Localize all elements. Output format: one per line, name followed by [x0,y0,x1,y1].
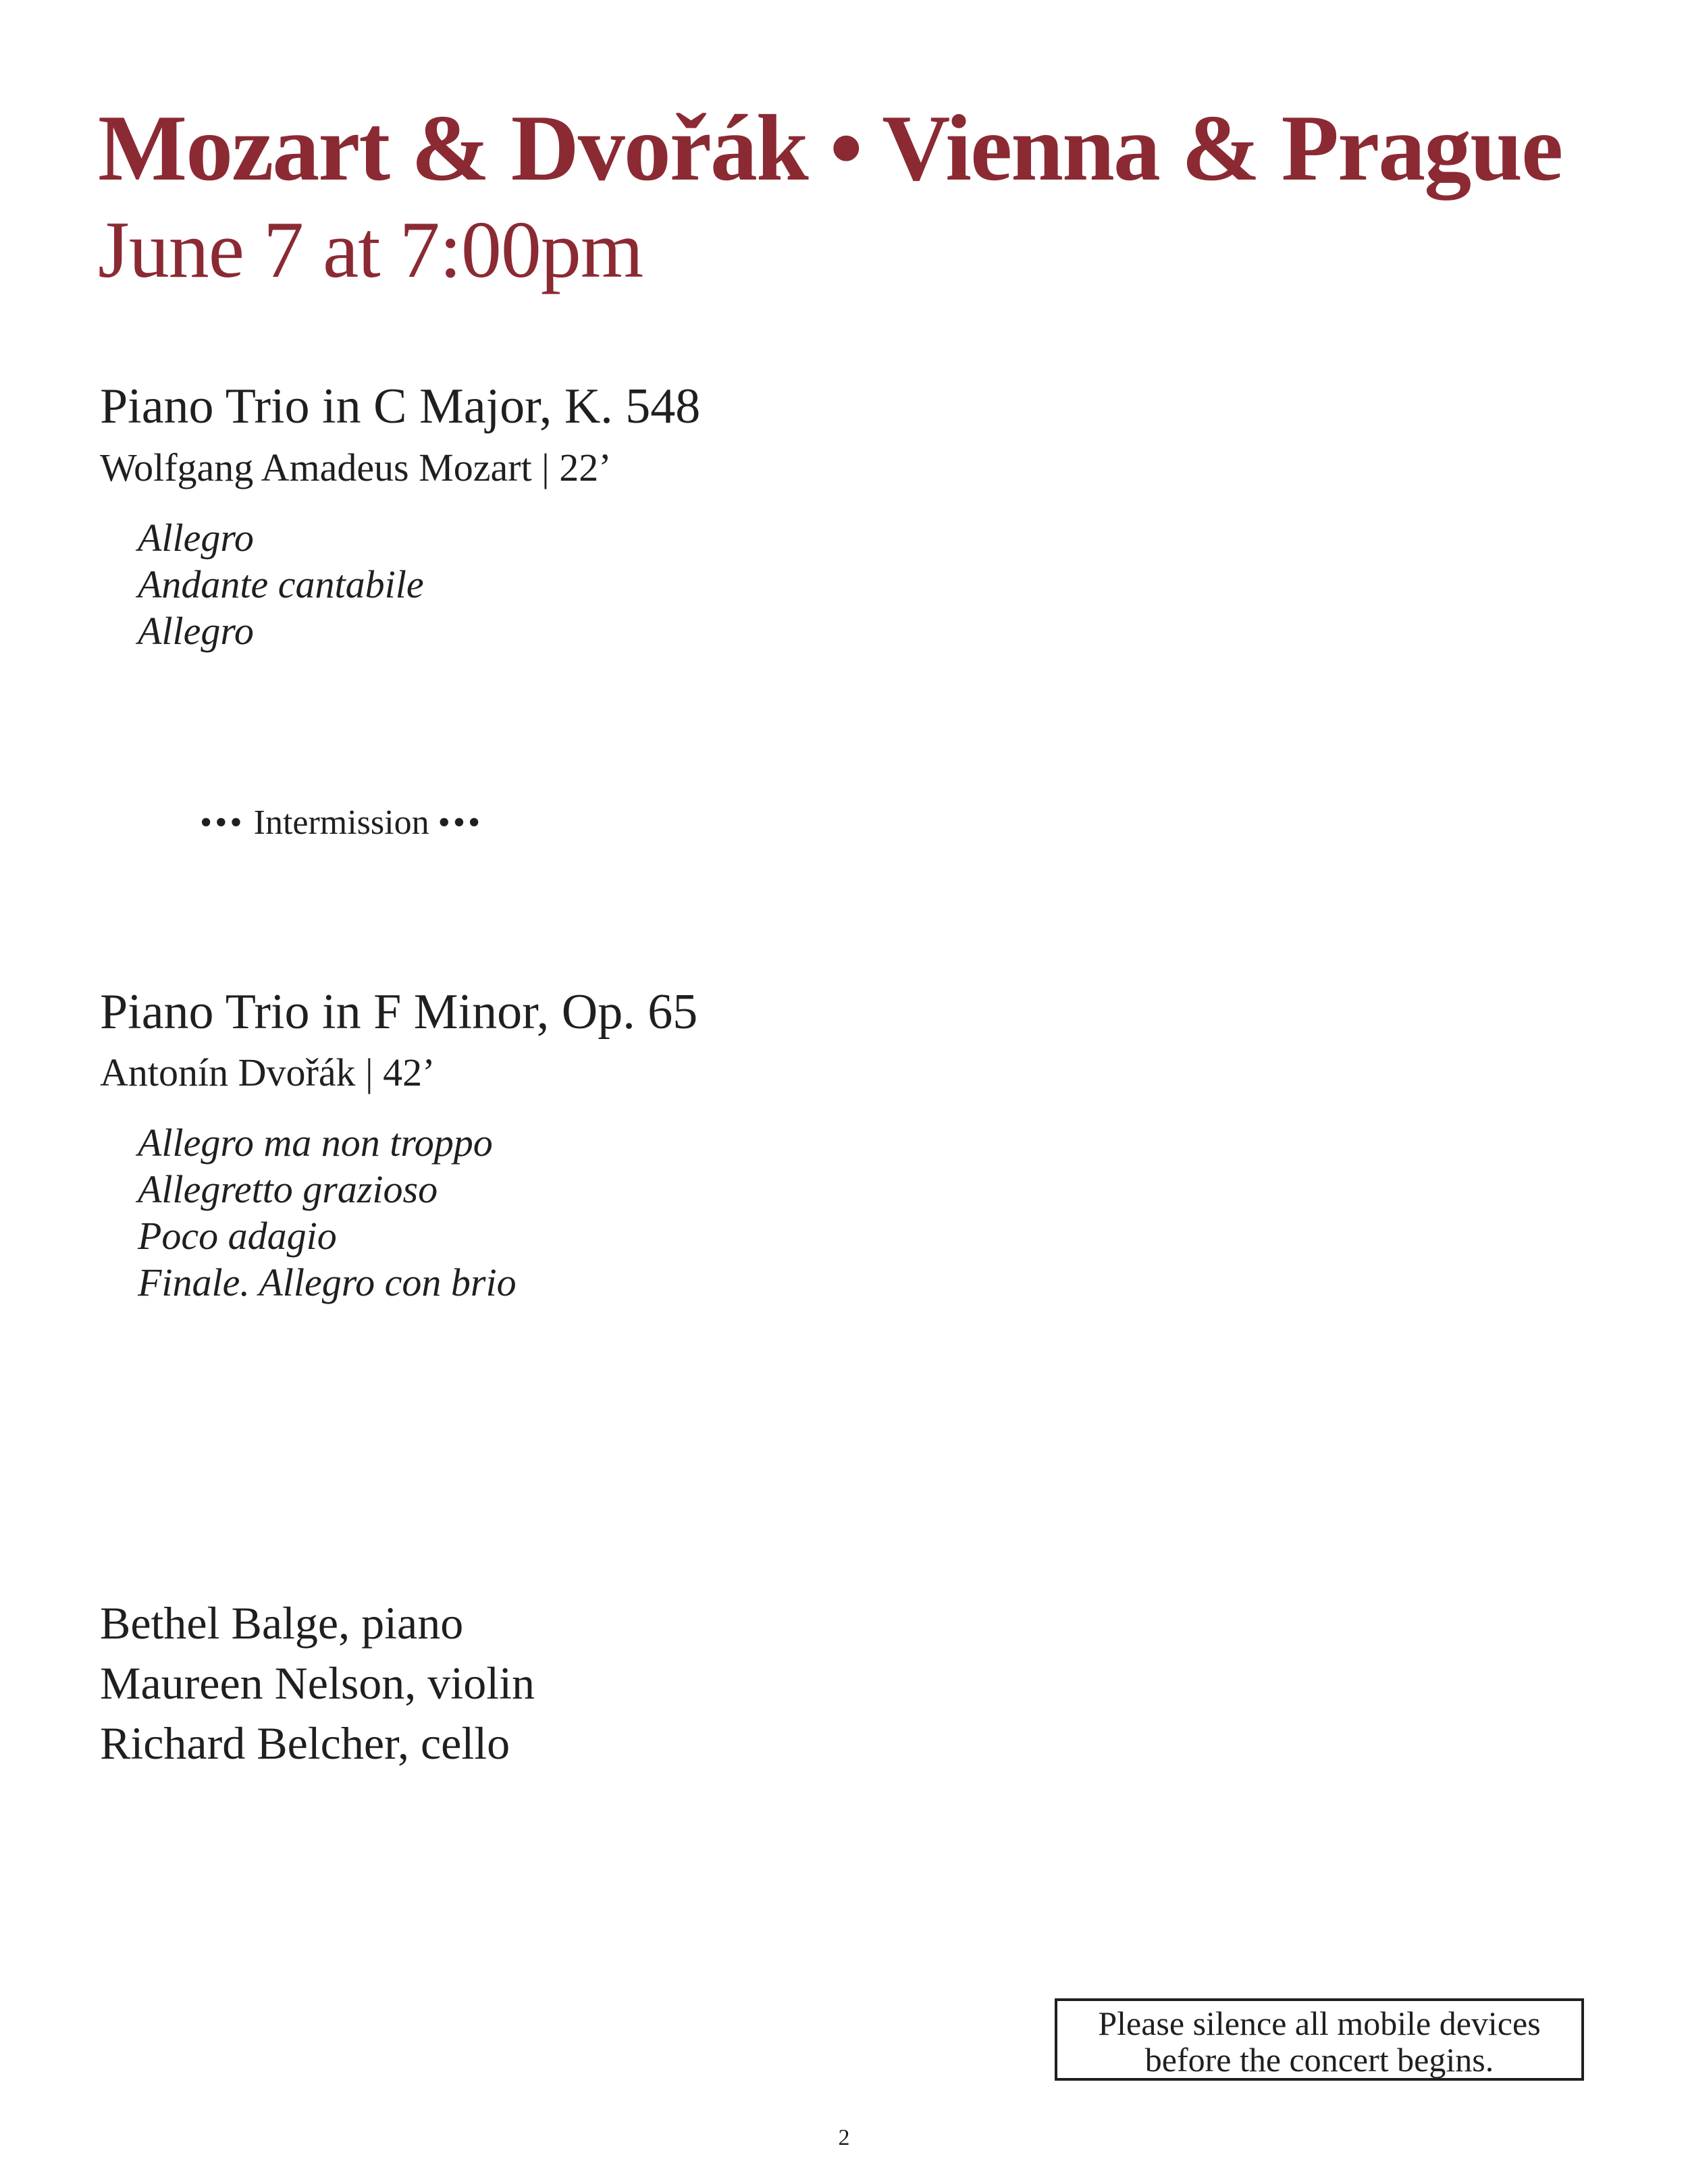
concert-datetime: June 7 at 7:00pm [98,205,643,294]
notice-line-1: Please silence all mobile devices [1098,2004,1541,2042]
page-number: 2 [838,2125,850,2150]
intermission [200,805,483,841]
movements-list-dvorak [138,1119,517,1306]
intermission-label: Intermission [253,803,429,842]
movement-item: Andante cantabile [138,562,424,606]
movement-item: Allegretto grazioso [138,1167,438,1211]
movement-item: Poco adagio [138,1214,337,1258]
movement-item: Finale. Allegro con brio [138,1260,517,1304]
composer-mozart: Wolfgang Amadeus Mozart | 22’ [100,446,612,489]
performers-list [100,1593,535,1774]
performer-item: Richard Belcher, cello [100,1717,510,1769]
work-title-mozart: Piano Trio in C Major, K. 548 [100,379,701,434]
movement-item: Allegro ma non troppo [138,1121,493,1165]
movement-item: Allegro [138,516,254,560]
notice-line-2: before the concert begins. [1144,2041,1494,2079]
performer-item: Bethel Balge, piano [100,1597,464,1649]
movements-list-mozart [138,514,424,654]
movement-item: Allegro [138,609,254,653]
composer-dvorak: Antonín Dvořák | 42’ [100,1050,436,1094]
work-title-dvorak: Piano Trio in F Minor, Op. 65 [100,984,698,1040]
silence-devices-notice [1055,1998,1584,2081]
intermission-dots-right: ••• [438,803,483,842]
performer-item: Maureen Nelson, violin [100,1657,535,1709]
intermission-dots-left: ••• [200,803,245,842]
concert-title: Mozart & Dvořák • Vienna & Prague [98,96,1562,201]
